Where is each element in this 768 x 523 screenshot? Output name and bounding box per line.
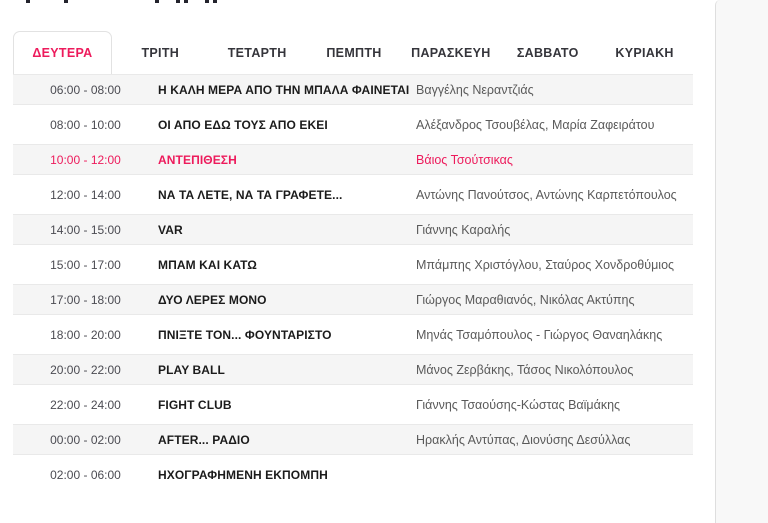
time-slot: 08:00 - 10:00 [50,117,121,132]
schedule-row [13,214,693,245]
show-hosts: Γιάννης Τσαούσης-Κώστας Βαϊμάκης [416,397,621,412]
text-descender-fragment [184,0,188,3]
schedule-row [13,109,693,140]
time-slot: 20:00 - 22:00 [50,362,121,377]
tab-sunday[interactable]: ΚΥΡΙΑΚΗ [615,45,674,60]
show-title: AFTER... ΡΑΔΙΟ [158,432,250,447]
cropped-page-heading [0,0,400,4]
show-hosts: Μάνος Ζερβάκης, Τάσος Νικολόπουλος [416,362,634,377]
schedule-row [13,354,693,385]
show-hosts: Βάιος Τσούτσικας [416,152,513,167]
show-title: ΜΠΑΜ ΚΑΙ ΚΑΤΩ [158,257,258,272]
schedule-row [13,389,693,420]
tab-thursday[interactable]: ΠΕΜΠΤΗ [326,45,382,60]
show-hosts: Ηρακλής Αντύπας, Διονύσης Δεσύλλας [416,432,631,447]
text-descender-fragment [213,0,217,3]
schedule-row [13,74,693,105]
text-descender-fragment [205,0,209,3]
show-hosts: Γιάννης Καραλής [416,222,511,237]
text-descender-fragment [155,0,159,3]
schedule-row [13,319,693,350]
schedule-widget [13,31,693,494]
text-descender-fragment [176,0,180,3]
show-title: ΟΙ ΑΠΟ ΕΔΩ ΤΟΥΣ ΑΠΟ ΕΚΕΙ [158,117,328,132]
schedule-row [13,179,693,210]
tab-wednesday[interactable]: ΤΕΤΑΡΤΗ [227,45,287,60]
time-slot: 14:00 - 15:00 [50,222,121,237]
show-title: ΗΧΟΓΡΑΦΗΜΕΝΗ ΕΚΠΟΜΠΗ [158,467,328,482]
time-slot: 06:00 - 08:00 [50,82,121,97]
time-slot: 00:00 - 02:00 [50,432,121,447]
time-slot: 15:00 - 17:00 [50,257,121,272]
show-title: Η ΚΑΛΗ ΜΕΡΑ ΑΠΟ ΤΗΝ ΜΠΑΛΑ ΦΑΙΝΕΤΑΙ [158,82,410,97]
time-slot: 22:00 - 24:00 [50,397,121,412]
show-title: FIGHT CLUB [158,397,232,412]
show-hosts: Αντώνης Πανούτσος, Αντώνης Καρπετόπουλος [416,187,677,202]
schedule-row-current [13,144,693,175]
page-side-gutter [715,0,768,523]
text-descender-fragment [64,0,68,3]
tab-tuesday[interactable]: ΤΡΙΤΗ [141,45,180,60]
show-title: VAR [158,222,183,237]
show-hosts: Μηνάς Τσαμόπουλος - Γιώργος Θαναηλάκης [416,327,663,342]
show-title: ΝΑ ΤΑ ΛΕΤΕ, ΝΑ ΤΑ ΓΡΑΦΕΤΕ... [158,187,343,202]
show-hosts: Γιώργος Μαραθιανός, Νικόλας Ακτύπης [416,292,635,307]
schedule-row [13,459,693,490]
day-tabs [13,31,693,74]
time-slot: 18:00 - 20:00 [50,327,121,342]
show-title: ΑΝΤΕΠΙΘΕΣΗ [158,152,237,167]
text-descender-fragment [26,0,30,3]
show-title: ΔΥΟ ΛΕΡΕΣ ΜΟΝΟ [158,292,267,307]
show-hosts: Βαγγέλης Νεραντζιάς [416,82,534,97]
tab-saturday[interactable]: ΣΑΒΒΑΤΟ [516,45,579,60]
schedule-row [13,249,693,280]
time-slot: 12:00 - 14:00 [50,187,121,202]
show-title: ΠΝΙΞΤΕ ΤΟΝ... ΦΟΥΝΤΑΡΙΣΤΟ [158,327,332,342]
tab-friday[interactable]: ΠΑΡΑΣΚΕΥΗ [411,45,491,60]
show-title: PLAY BALL [158,362,225,377]
schedule-row [13,284,693,315]
show-hosts: Μπάμπης Χριστόγλου, Σταύρος Χονδροθύμιος [416,257,675,272]
schedule-row [13,424,693,455]
time-slot: 10:00 - 12:00 [50,152,121,167]
tab-monday[interactable]: ΔΕΥΤΕΡΑ [13,31,112,74]
show-hosts: Αλέξανδρος Τσουβέλας, Μαρία Ζαφειράτου [416,117,655,132]
time-slot: 02:00 - 06:00 [50,467,121,482]
schedule-table [13,74,693,490]
time-slot: 17:00 - 18:00 [50,292,121,307]
